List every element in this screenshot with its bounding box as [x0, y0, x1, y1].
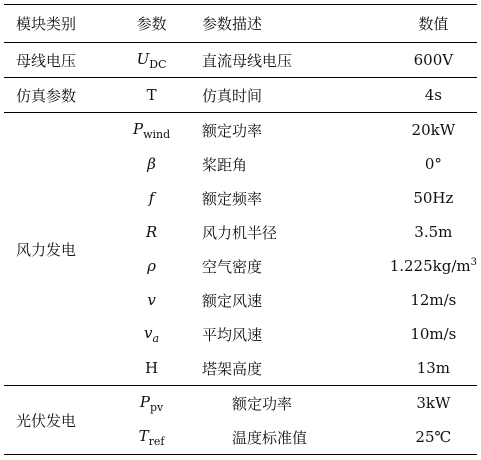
param-cell [115, 215, 188, 249]
table-group [4, 386, 477, 455]
value-text: 600V [413, 51, 454, 69]
param-cell [115, 283, 188, 317]
table-group [4, 113, 477, 386]
value-cell [390, 386, 477, 421]
table-row [4, 386, 477, 421]
table-row [4, 78, 477, 113]
value-text: 12m/s [410, 291, 457, 309]
value-cell [390, 317, 477, 351]
value-superscript: 3 [470, 257, 477, 268]
value-text: 3kW [416, 394, 451, 412]
header-module: 模块类别 [16, 15, 77, 33]
param-cell [115, 420, 188, 455]
value-cell [390, 351, 477, 386]
param-subscript: pv [149, 400, 164, 414]
desc-cell: 桨距角 [201, 155, 247, 174]
value-text: 25℃ [415, 428, 452, 446]
param-subscript: ref [148, 434, 165, 448]
param-cell [115, 43, 188, 78]
desc-cell: 额定功率 [231, 394, 292, 413]
parameter-table [4, 4, 477, 455]
value-text: 3.5m [414, 223, 453, 241]
param-cell [115, 386, 188, 421]
param-symbol: P [139, 392, 150, 411]
param-subscript: wind [143, 127, 171, 141]
value-text: 4s [424, 86, 442, 104]
value-cell [390, 420, 477, 455]
desc-cell: 额定功率 [201, 121, 262, 140]
value-text: 13m [416, 359, 450, 377]
table-row [4, 43, 477, 78]
desc-cell: 额定风速 [201, 291, 262, 310]
value-text: 20kW [411, 121, 456, 139]
table-header [4, 5, 477, 43]
desc-cell: 风力机半径 [201, 223, 277, 242]
value-cell [390, 78, 477, 113]
param-symbol: v [144, 323, 153, 342]
module-cell: 母线电压 [16, 51, 77, 70]
param-symbol: U [136, 49, 150, 68]
value-text: 1.225kg/m [389, 257, 471, 275]
header-value: 数值 [418, 15, 449, 33]
param-symbol: v [147, 291, 156, 309]
value-cell [390, 113, 477, 148]
value-cell [390, 43, 477, 78]
value-cell [390, 249, 477, 283]
header-row [4, 5, 477, 43]
param-cell [115, 78, 188, 113]
param-subscript: a [152, 331, 160, 345]
module-cell: 仿真参数 [16, 86, 77, 105]
value-text: 10m/s [410, 325, 457, 343]
value-cell [390, 283, 477, 317]
param-symbol: f [148, 189, 155, 207]
desc-cell: 空气密度 [201, 257, 262, 276]
param-symbol: R [145, 223, 158, 241]
param-cell [115, 147, 188, 181]
value-cell [390, 181, 477, 215]
value-cell [390, 147, 477, 181]
param-symbol: T [138, 426, 149, 445]
value-text: 50Hz [413, 189, 454, 207]
table-group [4, 43, 477, 78]
desc-cell: 塔架高度 [201, 359, 262, 378]
param-cell [115, 249, 188, 283]
param-symbol: H [145, 359, 159, 377]
table-group [4, 78, 477, 113]
value-cell [390, 215, 477, 249]
param-symbol: β [147, 155, 156, 173]
desc-cell: 平均风速 [201, 325, 262, 344]
value-text: 0° [424, 155, 442, 173]
param-symbol: P [132, 119, 144, 138]
desc-cell: 仿真时间 [201, 86, 262, 105]
param-symbol: ρ [147, 257, 156, 275]
module-cell: 风力发电 [16, 240, 77, 259]
desc-cell: 温度标准值 [231, 428, 307, 447]
param-cell [115, 317, 188, 351]
table-row [4, 113, 477, 148]
desc-cell: 直流母线电压 [201, 51, 292, 70]
param-cell [115, 181, 188, 215]
param-cell [115, 351, 188, 386]
module-cell: 光伏发电 [16, 411, 77, 430]
header-desc: 参数描述 [201, 15, 262, 33]
param-subscript: DC [149, 57, 167, 71]
param-cell [115, 113, 188, 148]
header-param: 参数 [136, 15, 167, 33]
desc-cell: 额定频率 [201, 189, 262, 208]
param-symbol: T [146, 86, 157, 104]
